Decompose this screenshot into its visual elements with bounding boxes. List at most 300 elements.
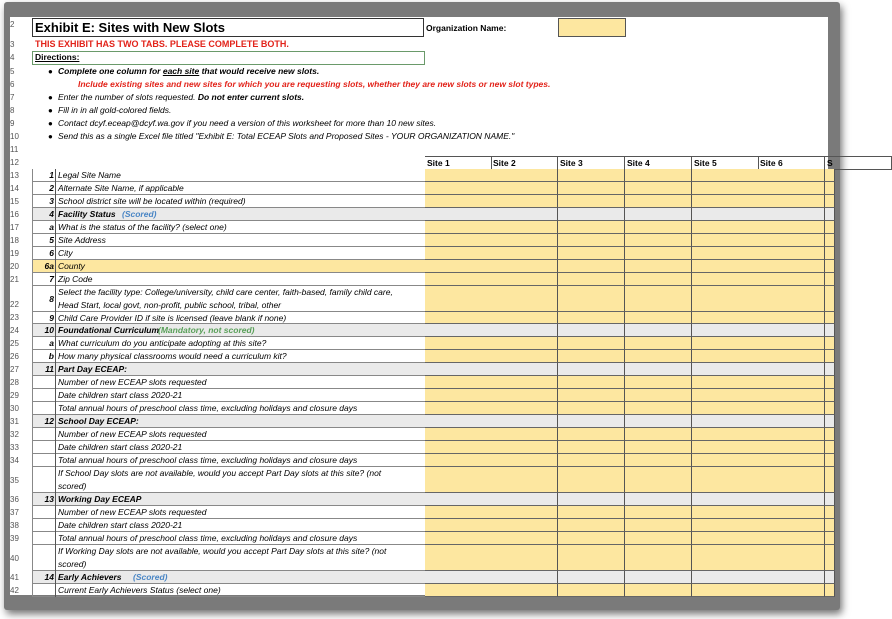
site-input-cell[interactable] bbox=[625, 454, 692, 467]
site-input-cell[interactable] bbox=[625, 389, 692, 402]
site-input-cell[interactable] bbox=[425, 454, 492, 467]
site-input-cell[interactable] bbox=[425, 350, 492, 363]
row-number[interactable]: 3 bbox=[10, 40, 15, 49]
row-number[interactable]: 28 bbox=[10, 378, 19, 387]
site-input-cell[interactable] bbox=[825, 376, 835, 389]
site-input-cell[interactable] bbox=[625, 363, 692, 376]
item-label: Date children start class 2020-21 bbox=[58, 520, 183, 530]
site-input-cell[interactable] bbox=[491, 337, 558, 350]
site-input-cell[interactable] bbox=[625, 234, 692, 247]
site-input-cell[interactable] bbox=[692, 324, 759, 337]
site-input-cell[interactable] bbox=[491, 545, 558, 571]
site-input-cell[interactable] bbox=[558, 234, 625, 247]
site-input-cell[interactable] bbox=[558, 389, 625, 402]
site-input-cell[interactable] bbox=[692, 208, 759, 221]
site-input-cell[interactable] bbox=[692, 545, 759, 571]
column-divider bbox=[55, 428, 56, 441]
site-input-cell[interactable] bbox=[692, 376, 759, 389]
site-input-cell[interactable] bbox=[425, 260, 492, 273]
site-input-cell[interactable] bbox=[825, 441, 835, 454]
site-input-cell[interactable] bbox=[425, 195, 492, 208]
site-input-cell[interactable] bbox=[491, 402, 558, 415]
row-number[interactable]: 7 bbox=[10, 93, 15, 102]
site-input-cell[interactable] bbox=[758, 493, 825, 506]
site-input-cell[interactable] bbox=[558, 415, 625, 428]
site-input-cell[interactable] bbox=[491, 454, 558, 467]
site-input-cell[interactable] bbox=[825, 195, 835, 208]
site-input-cell[interactable] bbox=[625, 415, 692, 428]
item-number: 10 bbox=[44, 325, 54, 335]
row-number[interactable]: 40 bbox=[10, 554, 19, 563]
item-number: b bbox=[48, 351, 54, 361]
site-input-cell[interactable] bbox=[425, 584, 492, 597]
site-input-cell[interactable] bbox=[625, 467, 692, 493]
site-input-cell[interactable] bbox=[825, 337, 835, 350]
site-input-cell[interactable] bbox=[558, 441, 625, 454]
row-number[interactable]: 36 bbox=[10, 495, 19, 504]
site-input-cell[interactable] bbox=[491, 324, 558, 337]
site-input-cell[interactable] bbox=[692, 493, 759, 506]
item-number: 13 bbox=[44, 494, 54, 504]
item-label: scored) bbox=[58, 481, 87, 491]
site-input-cell[interactable] bbox=[491, 389, 558, 402]
site-input-cell[interactable] bbox=[825, 260, 835, 273]
site-input-cell[interactable] bbox=[425, 169, 492, 182]
site-input-cell[interactable] bbox=[825, 182, 835, 195]
row-number[interactable]: 29 bbox=[10, 391, 19, 400]
row-number[interactable]: 24 bbox=[10, 326, 19, 335]
site-header[interactable]: Site 5 bbox=[692, 156, 759, 170]
site-input-cell[interactable] bbox=[758, 428, 825, 441]
site-input-cell[interactable] bbox=[625, 324, 692, 337]
column-divider bbox=[55, 467, 56, 493]
site-input-cell[interactable] bbox=[425, 519, 492, 532]
item-label: Child Care Provider ID if site is licensed (leave blank if none) bbox=[58, 313, 287, 323]
row-number[interactable]: 14 bbox=[10, 184, 19, 193]
row-number[interactable]: 5 bbox=[10, 67, 15, 76]
site-input-cell[interactable] bbox=[825, 247, 835, 260]
site-input-cell[interactable] bbox=[758, 532, 825, 545]
site-input-cell[interactable] bbox=[558, 571, 625, 584]
site-input-cell[interactable] bbox=[758, 221, 825, 234]
item-number: 6a bbox=[44, 261, 54, 271]
site-input-cell[interactable] bbox=[425, 402, 492, 415]
site-input-cell[interactable] bbox=[558, 493, 625, 506]
row-number[interactable]: 19 bbox=[10, 249, 19, 258]
site-input-cell[interactable] bbox=[825, 402, 835, 415]
site-input-cell[interactable] bbox=[558, 195, 625, 208]
item-label: Foundational Curriculum bbox=[58, 325, 160, 335]
org-name-input[interactable] bbox=[558, 18, 626, 37]
site-input-cell[interactable] bbox=[625, 376, 692, 389]
site-input-cell[interactable] bbox=[491, 363, 558, 376]
site-input-cell[interactable] bbox=[692, 273, 759, 286]
row-number[interactable]: 30 bbox=[10, 404, 19, 413]
site-input-cell[interactable] bbox=[491, 493, 558, 506]
site-input-cell[interactable] bbox=[491, 169, 558, 182]
site-input-cell[interactable] bbox=[692, 506, 759, 519]
site-input-cell[interactable] bbox=[825, 312, 835, 324]
site-input-cell[interactable] bbox=[425, 286, 492, 312]
site-input-cell[interactable] bbox=[692, 428, 759, 441]
site-input-cell[interactable] bbox=[625, 350, 692, 363]
site-input-cell[interactable] bbox=[692, 532, 759, 545]
site-input-cell[interactable] bbox=[825, 350, 835, 363]
site-input-cell[interactable] bbox=[825, 428, 835, 441]
site-input-cell[interactable] bbox=[625, 247, 692, 260]
site-input-cell[interactable] bbox=[491, 182, 558, 195]
site-input-cell[interactable] bbox=[825, 389, 835, 402]
site-input-cell[interactable] bbox=[692, 350, 759, 363]
site-input-cell[interactable] bbox=[625, 312, 692, 324]
site-input-cell[interactable] bbox=[425, 415, 492, 428]
site-input-cell[interactable] bbox=[425, 389, 492, 402]
site-input-cell[interactable] bbox=[825, 584, 835, 597]
site-input-cell[interactable] bbox=[425, 273, 492, 286]
site-input-cell[interactable] bbox=[425, 506, 492, 519]
site-input-cell[interactable] bbox=[491, 350, 558, 363]
row-number[interactable]: 11 bbox=[10, 145, 19, 154]
site-input-cell[interactable] bbox=[758, 441, 825, 454]
site-input-cell[interactable] bbox=[558, 260, 625, 273]
row-number[interactable]: 25 bbox=[10, 339, 19, 348]
row-number[interactable]: 21 bbox=[10, 275, 19, 284]
site-input-cell[interactable] bbox=[758, 169, 825, 182]
site-input-cell[interactable] bbox=[425, 221, 492, 234]
site-input-cell[interactable] bbox=[558, 350, 625, 363]
row-number[interactable]: 22 bbox=[10, 300, 19, 309]
directions-cell[interactable] bbox=[32, 51, 425, 65]
item-label: scored) bbox=[58, 559, 87, 569]
row-number[interactable]: 12 bbox=[10, 158, 19, 167]
site-input-cell[interactable] bbox=[558, 532, 625, 545]
site-input-cell[interactable] bbox=[758, 506, 825, 519]
site-header[interactable]: Site 6 bbox=[758, 156, 825, 170]
site-input-cell[interactable] bbox=[425, 247, 492, 260]
site-input-cell[interactable] bbox=[758, 350, 825, 363]
site-input-cell[interactable] bbox=[825, 169, 835, 182]
row-number[interactable]: 4 bbox=[10, 53, 15, 62]
site-input-cell[interactable] bbox=[758, 286, 825, 312]
site-input-cell[interactable] bbox=[825, 324, 835, 337]
site-input-cell[interactable] bbox=[558, 182, 625, 195]
site-input-cell[interactable] bbox=[491, 247, 558, 260]
site-input-cell[interactable] bbox=[558, 247, 625, 260]
row-number[interactable]: 41 bbox=[10, 573, 19, 582]
site-input-cell[interactable] bbox=[825, 221, 835, 234]
site-input-cell[interactable] bbox=[758, 571, 825, 584]
site-input-cell[interactable] bbox=[625, 571, 692, 584]
site-input-cell[interactable] bbox=[491, 376, 558, 389]
site-input-cell[interactable] bbox=[825, 545, 835, 571]
site-header[interactable]: Site 2 bbox=[491, 156, 558, 170]
site-input-cell[interactable] bbox=[625, 402, 692, 415]
site-input-cell[interactable] bbox=[825, 493, 835, 506]
site-input-cell[interactable] bbox=[758, 337, 825, 350]
site-input-cell[interactable] bbox=[692, 247, 759, 260]
site-input-cell[interactable] bbox=[558, 454, 625, 467]
item-number: 3 bbox=[49, 196, 54, 206]
site-input-cell[interactable] bbox=[692, 389, 759, 402]
site-input-cell[interactable] bbox=[825, 234, 835, 247]
site-input-cell[interactable] bbox=[758, 584, 825, 597]
site-input-cell[interactable] bbox=[425, 493, 492, 506]
site-input-cell[interactable] bbox=[558, 584, 625, 597]
column-divider bbox=[55, 337, 56, 350]
row-number[interactable]: 6 bbox=[10, 80, 15, 89]
site-input-cell[interactable] bbox=[692, 363, 759, 376]
site-input-cell[interactable] bbox=[491, 506, 558, 519]
site-input-cell[interactable] bbox=[491, 312, 558, 324]
site-input-cell[interactable] bbox=[825, 273, 835, 286]
site-input-cell[interactable] bbox=[692, 519, 759, 532]
column-divider bbox=[55, 441, 56, 454]
site-input-cell[interactable] bbox=[758, 389, 825, 402]
org-label: Organization Name: bbox=[426, 23, 507, 33]
site-input-cell[interactable] bbox=[692, 337, 759, 350]
site-input-cell[interactable] bbox=[558, 273, 625, 286]
site-input-cell[interactable] bbox=[558, 467, 625, 493]
site-input-cell[interactable] bbox=[491, 221, 558, 234]
site-input-cell[interactable] bbox=[558, 545, 625, 571]
site-input-cell[interactable] bbox=[758, 247, 825, 260]
site-input-cell[interactable] bbox=[558, 286, 625, 312]
label-cell[interactable] bbox=[32, 247, 425, 260]
item-tag: (Scored) bbox=[122, 209, 157, 219]
site-input-cell[interactable] bbox=[625, 169, 692, 182]
site-input-cell[interactable] bbox=[425, 376, 492, 389]
site-input-cell[interactable] bbox=[758, 402, 825, 415]
site-input-cell[interactable] bbox=[425, 208, 492, 221]
site-input-cell[interactable] bbox=[558, 169, 625, 182]
item-label: School Day ECEAP: bbox=[58, 416, 139, 426]
site-input-cell[interactable] bbox=[825, 208, 835, 221]
row-number[interactable]: 39 bbox=[10, 534, 19, 543]
site-input-cell[interactable] bbox=[558, 402, 625, 415]
item-label: Number of new ECEAP slots requested bbox=[58, 429, 207, 439]
site-input-cell[interactable] bbox=[491, 519, 558, 532]
site-input-cell[interactable] bbox=[692, 571, 759, 584]
site-input-cell[interactable] bbox=[625, 221, 692, 234]
site-header[interactable]: S bbox=[825, 156, 892, 170]
row-number[interactable]: 23 bbox=[10, 313, 19, 322]
site-header[interactable]: Site 4 bbox=[625, 156, 692, 170]
site-input-cell[interactable] bbox=[692, 234, 759, 247]
site-input-cell[interactable] bbox=[425, 441, 492, 454]
site-input-cell[interactable] bbox=[425, 428, 492, 441]
site-input-cell[interactable] bbox=[558, 428, 625, 441]
site-input-cell[interactable] bbox=[692, 402, 759, 415]
site-input-cell[interactable] bbox=[425, 545, 492, 571]
site-input-cell[interactable] bbox=[425, 337, 492, 350]
site-input-cell[interactable] bbox=[425, 571, 492, 584]
site-input-cell[interactable] bbox=[625, 506, 692, 519]
site-input-cell[interactable] bbox=[825, 415, 835, 428]
site-input-cell[interactable] bbox=[758, 208, 825, 221]
site-input-cell[interactable] bbox=[491, 532, 558, 545]
column-divider bbox=[55, 506, 56, 519]
warning-text: THIS EXHIBIT HAS TWO TABS. PLEASE COMPLETE BOTH. bbox=[35, 39, 289, 49]
site-input-cell[interactable] bbox=[491, 273, 558, 286]
site-input-cell[interactable] bbox=[692, 182, 759, 195]
site-input-cell[interactable] bbox=[491, 415, 558, 428]
site-input-cell[interactable] bbox=[425, 532, 492, 545]
bullet-icon: ● bbox=[48, 93, 53, 102]
site-input-cell[interactable] bbox=[491, 260, 558, 273]
column-divider bbox=[55, 273, 56, 286]
item-number: 5 bbox=[49, 235, 54, 245]
item-number: 1 bbox=[49, 170, 54, 180]
site-input-cell[interactable] bbox=[625, 260, 692, 273]
site-input-cell[interactable] bbox=[491, 195, 558, 208]
item-label: Working Day ECEAP bbox=[58, 494, 142, 504]
row-number[interactable]: 27 bbox=[10, 365, 19, 374]
site-input-cell[interactable] bbox=[558, 324, 625, 337]
row-number[interactable]: 38 bbox=[10, 521, 19, 530]
column-divider bbox=[55, 260, 56, 273]
site-input-cell[interactable] bbox=[491, 286, 558, 312]
site-input-cell[interactable] bbox=[558, 337, 625, 350]
site-input-cell[interactable] bbox=[625, 493, 692, 506]
label-cell[interactable] bbox=[32, 260, 425, 273]
spreadsheet bbox=[10, 17, 833, 595]
site-input-cell[interactable] bbox=[758, 273, 825, 286]
site-input-cell[interactable] bbox=[692, 221, 759, 234]
site-input-cell[interactable] bbox=[625, 441, 692, 454]
item-label: Total annual hours of preschool class time, excluding holidays and closure days bbox=[58, 455, 358, 465]
site-input-cell[interactable] bbox=[491, 208, 558, 221]
site-input-cell[interactable] bbox=[692, 415, 759, 428]
row-number[interactable]: 9 bbox=[10, 119, 15, 128]
item-number: a bbox=[49, 222, 54, 232]
site-input-cell[interactable] bbox=[625, 428, 692, 441]
row-number[interactable]: 31 bbox=[10, 417, 19, 426]
column-divider bbox=[55, 532, 56, 545]
site-input-cell[interactable] bbox=[825, 571, 835, 584]
site-input-cell[interactable] bbox=[625, 273, 692, 286]
site-input-cell[interactable] bbox=[692, 260, 759, 273]
item-label: Date children start class 2020-21 bbox=[58, 442, 183, 452]
site-input-cell[interactable] bbox=[758, 260, 825, 273]
site-input-cell[interactable] bbox=[758, 182, 825, 195]
site-input-cell[interactable] bbox=[692, 312, 759, 324]
site-input-cell[interactable] bbox=[558, 519, 625, 532]
site-input-cell[interactable] bbox=[758, 234, 825, 247]
site-input-cell[interactable] bbox=[692, 454, 759, 467]
site-input-cell[interactable] bbox=[425, 182, 492, 195]
site-input-cell[interactable] bbox=[825, 519, 835, 532]
site-input-cell[interactable] bbox=[625, 195, 692, 208]
site-input-cell[interactable] bbox=[625, 545, 692, 571]
site-input-cell[interactable] bbox=[491, 584, 558, 597]
row-number[interactable]: 13 bbox=[10, 171, 19, 180]
site-input-cell[interactable] bbox=[491, 441, 558, 454]
site-input-cell[interactable] bbox=[558, 376, 625, 389]
site-input-cell[interactable] bbox=[692, 195, 759, 208]
site-input-cell[interactable] bbox=[425, 234, 492, 247]
site-input-cell[interactable] bbox=[825, 467, 835, 493]
site-header[interactable]: Site 1 bbox=[425, 156, 492, 170]
row-number[interactable]: 32 bbox=[10, 430, 19, 439]
row-number[interactable]: 20 bbox=[10, 262, 19, 271]
site-input-cell[interactable] bbox=[825, 363, 835, 376]
site-input-cell[interactable] bbox=[758, 363, 825, 376]
site-input-cell[interactable] bbox=[825, 506, 835, 519]
direction-5: Complete one column for each site that would receive new slots. bbox=[58, 66, 320, 76]
site-input-cell[interactable] bbox=[625, 208, 692, 221]
site-input-cell[interactable] bbox=[825, 454, 835, 467]
site-input-cell[interactable] bbox=[491, 571, 558, 584]
column-divider bbox=[55, 312, 56, 324]
row-number[interactable]: 8 bbox=[10, 106, 15, 115]
item-label: Total annual hours of preschool class time, excluding holidays and closure days bbox=[58, 533, 358, 543]
site-input-cell[interactable] bbox=[758, 376, 825, 389]
site-input-cell[interactable] bbox=[692, 169, 759, 182]
site-input-cell[interactable] bbox=[625, 337, 692, 350]
site-input-cell[interactable] bbox=[625, 584, 692, 597]
row-number[interactable]: 33 bbox=[10, 443, 19, 452]
site-input-cell[interactable] bbox=[758, 324, 825, 337]
site-input-cell[interactable] bbox=[758, 195, 825, 208]
site-input-cell[interactable] bbox=[425, 324, 492, 337]
site-input-cell[interactable] bbox=[558, 221, 625, 234]
site-input-cell[interactable] bbox=[758, 519, 825, 532]
site-input-cell[interactable] bbox=[558, 208, 625, 221]
row-number[interactable]: 15 bbox=[10, 197, 19, 206]
item-label: If Working Day slots are not available, would you accept Part Day slots at this site? (not bbox=[58, 546, 387, 556]
site-input-cell[interactable] bbox=[491, 234, 558, 247]
site-input-cell[interactable] bbox=[558, 363, 625, 376]
site-header[interactable]: Site 3 bbox=[558, 156, 625, 170]
site-input-cell[interactable] bbox=[758, 545, 825, 571]
row-number[interactable]: 37 bbox=[10, 508, 19, 517]
site-input-cell[interactable] bbox=[558, 506, 625, 519]
item-label: Current Early Achievers Status (select one) bbox=[58, 585, 221, 595]
row-number[interactable]: 26 bbox=[10, 352, 19, 361]
site-input-cell[interactable] bbox=[825, 286, 835, 312]
site-input-cell[interactable] bbox=[491, 428, 558, 441]
row-number[interactable]: 16 bbox=[10, 210, 19, 219]
row-number[interactable]: 10 bbox=[10, 132, 19, 141]
site-input-cell[interactable] bbox=[692, 584, 759, 597]
row-number[interactable]: 35 bbox=[10, 476, 19, 485]
site-input-cell[interactable] bbox=[558, 312, 625, 324]
site-input-cell[interactable] bbox=[692, 441, 759, 454]
site-input-cell[interactable] bbox=[425, 312, 492, 324]
site-input-cell[interactable] bbox=[758, 312, 825, 324]
site-input-cell[interactable] bbox=[491, 467, 558, 493]
site-input-cell[interactable] bbox=[425, 363, 492, 376]
item-label: Zip Code bbox=[58, 274, 93, 284]
site-input-cell[interactable] bbox=[425, 467, 492, 493]
item-tag: (Mandatory, not scored) bbox=[158, 325, 255, 335]
site-input-cell[interactable] bbox=[758, 467, 825, 493]
site-input-cell[interactable] bbox=[825, 532, 835, 545]
site-input-cell[interactable] bbox=[625, 286, 692, 312]
site-input-cell[interactable] bbox=[692, 286, 759, 312]
site-input-cell[interactable] bbox=[692, 467, 759, 493]
site-input-cell[interactable] bbox=[758, 415, 825, 428]
row-number[interactable]: 34 bbox=[10, 456, 19, 465]
row-number[interactable]: 18 bbox=[10, 236, 19, 245]
row-number[interactable]: 2 bbox=[10, 20, 15, 29]
site-input-cell[interactable] bbox=[758, 454, 825, 467]
site-input-cell[interactable] bbox=[625, 519, 692, 532]
site-input-cell[interactable] bbox=[625, 532, 692, 545]
site-input-cell[interactable] bbox=[625, 182, 692, 195]
row-number[interactable]: 42 bbox=[10, 586, 19, 595]
row-number[interactable]: 17 bbox=[10, 223, 19, 232]
